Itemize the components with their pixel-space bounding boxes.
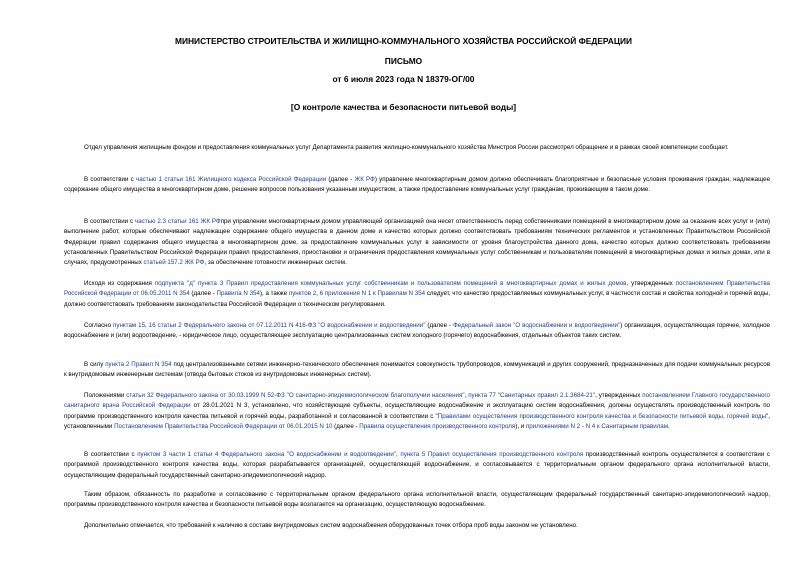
paragraph-text: , xyxy=(145,322,149,329)
paragraph-text: следует, что качество предоставляемых коммунальных услуг, в частности состав и свойства холодной и горячей воды, должно соответствовать требованиям законодательства Российской Федерации о техническом регулировании. xyxy=(64,290,770,308)
paragraph-text: Положениями xyxy=(84,392,127,399)
paragraph-1 xyxy=(64,143,770,153)
paragraph-text: В силу xyxy=(84,361,106,368)
paragraph-text: при управлении многоквартирным домом управляющей организацией она несет ответственность перед собственниками помещений в многоквартирном доме за оказание всех услуг и (или) выполнение работ, которые обеспечивают надлежащее содержание общего имущества в данном доме и качество которых должно соответствовать требованиям технических регламентов и установленных Правительством Российской Федерации правил содержания общего имущества в многоквартирном доме, за предоставление коммунальных услуг в зависимости от уровня благоустройства данного дома, качество которых должно соответствовать требованиям установленных Правительством Российской Федерации правил предоставления, приостановки и ограничения предоставления коммунальных услуг собственникам и пользователям помещений в многоквартирных домах и жилых домах, или в случаях, предусмотренных xyxy=(64,218,771,267)
paragraph-text: (далее - xyxy=(425,322,454,329)
paragraph-text: , xyxy=(316,290,320,298)
paragraph-5 xyxy=(64,321,770,342)
paragraph-text: под централизованными сетями инженерно-технического обеспечения понимается совокупность трубопроводов, коммуникаций и других сооружений, предназначенных для подачи коммунальных ресурсов к внутридомовым инженерным системам (отвода бытовых стоков из внутридомовых инженерных систем). xyxy=(64,361,770,379)
paragraph-text: (далее - xyxy=(326,176,355,183)
legal-reference-link[interactable]: Правилами осуществления производственного контроля качества и безопасности питьевой воды, горячей воды xyxy=(437,412,767,420)
legal-reference-link[interactable]: постановлением Главного государственного санитарного врача Российской Федерации xyxy=(64,392,770,410)
legal-reference-link[interactable]: пункта 77 "Санитарных правил 2.1.3684-21" xyxy=(468,392,596,399)
paragraph-text: В соответствии с xyxy=(84,218,135,225)
paragraph-text: Дополнительно отмечается, что требований к наличию в составе внутридомовых систем водоснабжения оборудованных точек отбора проб воды законом не установлено. xyxy=(84,522,578,529)
paragraph-text: Согласно xyxy=(84,322,114,329)
legal-reference-link[interactable]: Правила осуществления производственного контроля xyxy=(359,422,516,430)
legal-reference-link[interactable]: пунктом 3 части 1 статьи 4 Федерального закона "О водоснабжении и водоотведении" xyxy=(137,451,396,458)
legal-reference-link[interactable]: 6 приложения N 1 к Правилам N 354 xyxy=(319,290,426,298)
paragraph-text: , xyxy=(464,392,469,399)
paragraph-4 xyxy=(64,279,770,310)
legal-reference-link[interactable]: 16 статьи 2 Федерального закона от 07.12.2011 N 416-ФЗ "О водоснабжении и водоотведении" xyxy=(148,322,426,329)
paragraph-text: , xyxy=(396,451,401,458)
paragraph-text: (далее - xyxy=(189,290,217,298)
paragraph-text: ), а также xyxy=(259,290,289,298)
paragraph-text: производственный контроль осуществляется в соответствии с программой производственного контроля качества воды, которая разрабатывается организацией, осуществляющей водоснабжение, и согласовывается с территориальным органом федерального органа исполнительной власти, осуществляющим федеральный государственный санитарно-эпидемиологический надзор. xyxy=(64,451,771,479)
ministry-title: МИНИСТЕРСТВО СТРОИТЕЛЬСТВА И ЖИЛИЩНО-КОММУНАЛЬНОГО ХОЗЯЙСТВА РОССИЙСКОЙ ФЕДЕРАЦИИ xyxy=(175,36,632,46)
legal-reference-link[interactable]: ЖК РФ xyxy=(354,176,375,183)
paragraph-text: от 28.01.2021 N 3, установлено, что хозяйствующие субъекты, осуществляющие водоснабжение и эксплуатацию систем водоснабжения, должны осуществлять производственный контроль по программе производственного контроля качества питьевой и горячей воды, разработанной и согласованной в соответствии с " xyxy=(64,402,770,420)
legal-reference-link[interactable]: Федеральный закон "О водоснабжении и водоотведении" xyxy=(453,322,621,329)
paragraph-text: . xyxy=(668,422,670,430)
paragraph-text: , за обеспечение готовности инженерных систем. xyxy=(204,259,347,267)
document-subject: [О контроле качества и безопасности питьевой воды] xyxy=(290,102,517,112)
document-type: ПИСЬМО xyxy=(384,56,423,66)
legal-reference-link[interactable]: приложениями N 2 - N 4 к Санитарным правилам xyxy=(525,422,669,430)
paragraph-text: ) управление многоквартирным домом должно обеспечивать благоприятные и безопасные условия проживания граждан, надлежащее содержание общего имущества в многоквартирном доме, решение вопросов пользования указанным имуществом, а также предоставление коммунальных услуг гражданам, проживающим в таком доме. xyxy=(64,176,771,194)
paragraph-6 xyxy=(64,360,770,381)
paragraph-text: ", установленными xyxy=(64,412,770,430)
legal-reference-link[interactable]: пунктам 15 xyxy=(113,322,146,329)
legal-reference-link[interactable]: Постановлением Правительства Российской Федерации от 06.01.2015 N 10 xyxy=(114,422,333,430)
document-date-number: от 6 июля 2023 года N 18379-ОГ/00 xyxy=(332,74,475,84)
legal-reference-link[interactable]: статьей 157.2 ЖК РФ xyxy=(143,259,205,267)
paragraph-text: ) организация, осуществляющая горячее, холодное водоснабжение и (или) водоотведение, - юридическое лицо, осуществляющее эксплуатацию централизованных систем холодного (горячего) водоснабжения, отдельных объектов таких систем. xyxy=(64,322,770,340)
legal-reference-link[interactable]: пункта 5 Правил осуществления производственного контроля xyxy=(400,451,584,458)
paragraph-text: ), и xyxy=(515,422,526,430)
paragraph-text: Отдел управления жилищным фондом и предоставления коммунальных услуг Департамента развития жилищно-коммунального хозяйства Минстроя России рассмотрел обращение и в рамках своей компетенции сообщает. xyxy=(84,144,729,151)
paragraph-text: В соответствии с xyxy=(84,451,138,458)
paragraph-text: Таким образом, обязанность по разработке и согласованию с территориальным органом федерального органа исполнительной власти, осуществляющим федеральный государственный санитарно-эпидемиологический надзор, программы производственного контроля качества и безопасности питьевой воды возлагается на организацию, осуществляющую водоснабжение. xyxy=(64,491,770,509)
paragraph-2 xyxy=(64,175,770,196)
legal-reference-link[interactable]: пункта 2 Правил N 354 xyxy=(105,361,172,368)
legal-reference-link[interactable]: пунктов 2 xyxy=(288,290,317,298)
legal-reference-link[interactable]: статьи 32 Федерального закона от 30.03.1999 N 52-ФЗ "О санитарно-эпидемиологическом благополучии населения" xyxy=(126,392,465,399)
paragraph-text: , утвержденных xyxy=(595,392,643,399)
paragraph-8 xyxy=(64,450,770,481)
paragraph-text: В соответствии с xyxy=(84,176,136,183)
paragraph-text: , утвержденных xyxy=(626,280,676,287)
legal-reference-link[interactable]: частью 1 статьи 161 Жилищного кодекса Российской Федерации xyxy=(135,176,327,183)
paragraph-10 xyxy=(64,521,770,531)
paragraph-7 xyxy=(64,391,770,432)
paragraph-3 xyxy=(64,217,770,268)
legal-reference-link[interactable]: подпункта "д" пункта 3 Правил предоставления коммунальных услуг собственникам и пользователям помещений в многоквартирных домах и жилых домов xyxy=(154,280,627,287)
paragraph-text: Исходя из содержания xyxy=(84,280,155,287)
paragraph-9 xyxy=(64,490,770,511)
paragraph-text: (далее - xyxy=(332,422,360,430)
legal-reference-link[interactable]: частью 2.3 статьи 161 ЖК РФ xyxy=(135,218,221,225)
legal-reference-link[interactable]: Правила N 354 xyxy=(216,290,260,298)
legal-reference-link[interactable]: постановлением Правительства Российской Федерации от 06.05.2011 N 354 xyxy=(64,280,770,298)
